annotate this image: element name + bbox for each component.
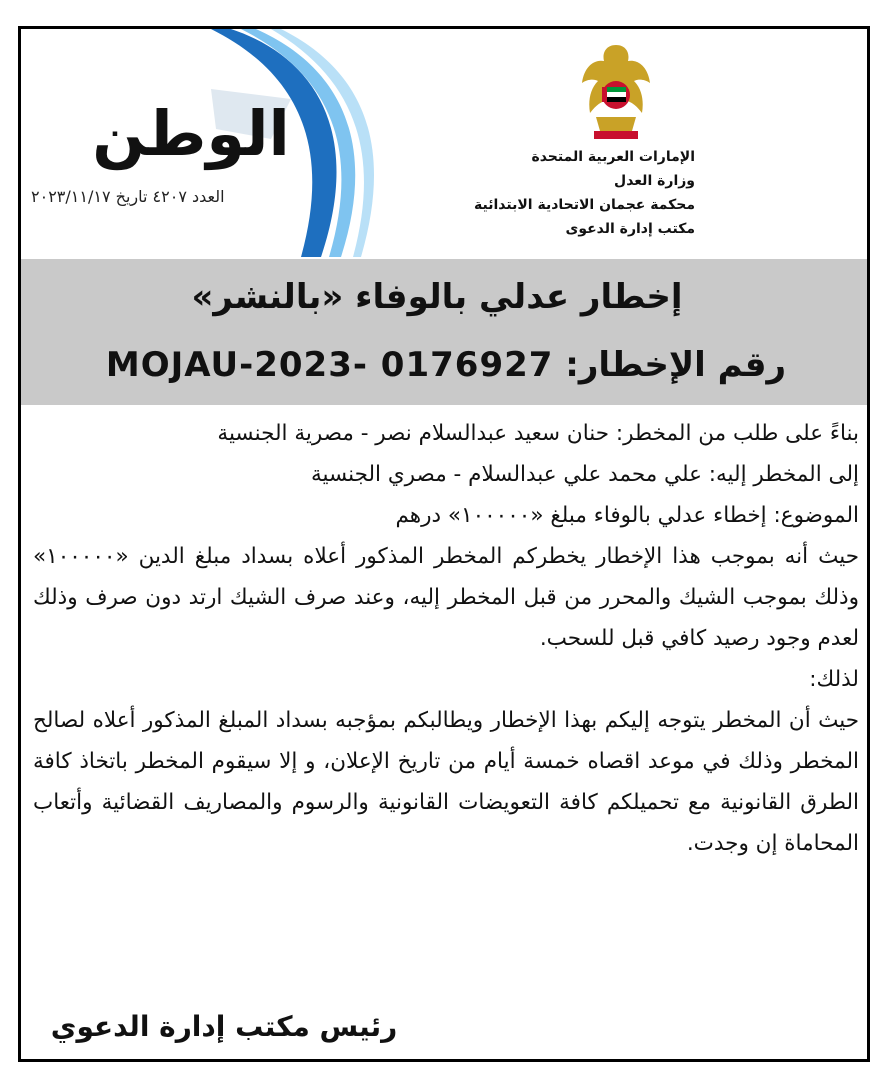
uae-emblem-icon: [576, 39, 656, 143]
notice-number-value: MOJAU-2023- 0176927: [105, 345, 554, 385]
signature: رئيس مكتب إدارة الدعوي: [50, 1010, 398, 1043]
paragraph-requester: بناءً على طلب من المخطر: حنان سعيد عبدالسلام نصر - مصرية الجنسية: [217, 421, 859, 446]
newspaper-name: الوطن: [92, 97, 290, 170]
notice-number: [61, 337, 831, 393]
announcement-frame: [18, 26, 870, 1062]
paragraph-demand: حيث أن المخطر يتوجه إليكم بهذا الإخطار ويطالبكم بمؤجبه بسداد المبلغ المذكور أعلاه لصالح المخطر وذلك في موعد اقصاه خمسة أيام من تاريخ الإعلان، و إلا سيقوم المخطر باتخاذ كافة الطرق القانونية مع تحميلكم كافة التعويضات القانونية والرسوم والمصاريف القضائية وأتعاب المحاماة إن وجدت.: [33, 708, 859, 856]
paragraph-subject: الموضوع: إخطاء عدلي بالوفاء مبلغ «١٠٠٠٠٠» درهم: [395, 503, 859, 528]
paragraph-recipient: إلى المخطر إليه: علي محمد علي عبدالسلام - مصري الجنسية: [310, 462, 859, 487]
header: [21, 29, 867, 257]
issuer-block: [395, 145, 695, 241]
issuer-line-court: محكمة عجمان الاتحادية الابتدائية: [474, 197, 695, 213]
paragraph-facts: حيث أنه بموجب هذا الإخطار يخطركم المخطر المذكور أعلاه بسداد مبلغ الدين «١٠٠٠٠٠» وذلك بموجب الشيك والمحرر من قبل المخطر إليه، وعند صرف الشيك ارتد دون صرف وذلك لعدم وجود رصيد كافي قبل للسحب.: [33, 544, 859, 651]
issuer-line-ministry: وزارة العدل: [614, 173, 695, 189]
issuer-line-office: مكتب إدارة الدعوى: [565, 221, 695, 237]
title-band: [21, 259, 867, 405]
issue-line: العدد ٤٢٠٧ تاريخ ٢٠٢٣/١١/١٧: [31, 187, 225, 206]
notice-heading: إخطار عدلي بالوفاء «بالنشر»: [191, 277, 683, 317]
issuer-line-country: الإمارات العربية المتحدة: [531, 149, 695, 165]
notice-number-label: رقم الإخطار:: [565, 345, 787, 385]
notice-body: [33, 413, 859, 864]
paragraph-therefore: لذلك:: [809, 667, 859, 692]
